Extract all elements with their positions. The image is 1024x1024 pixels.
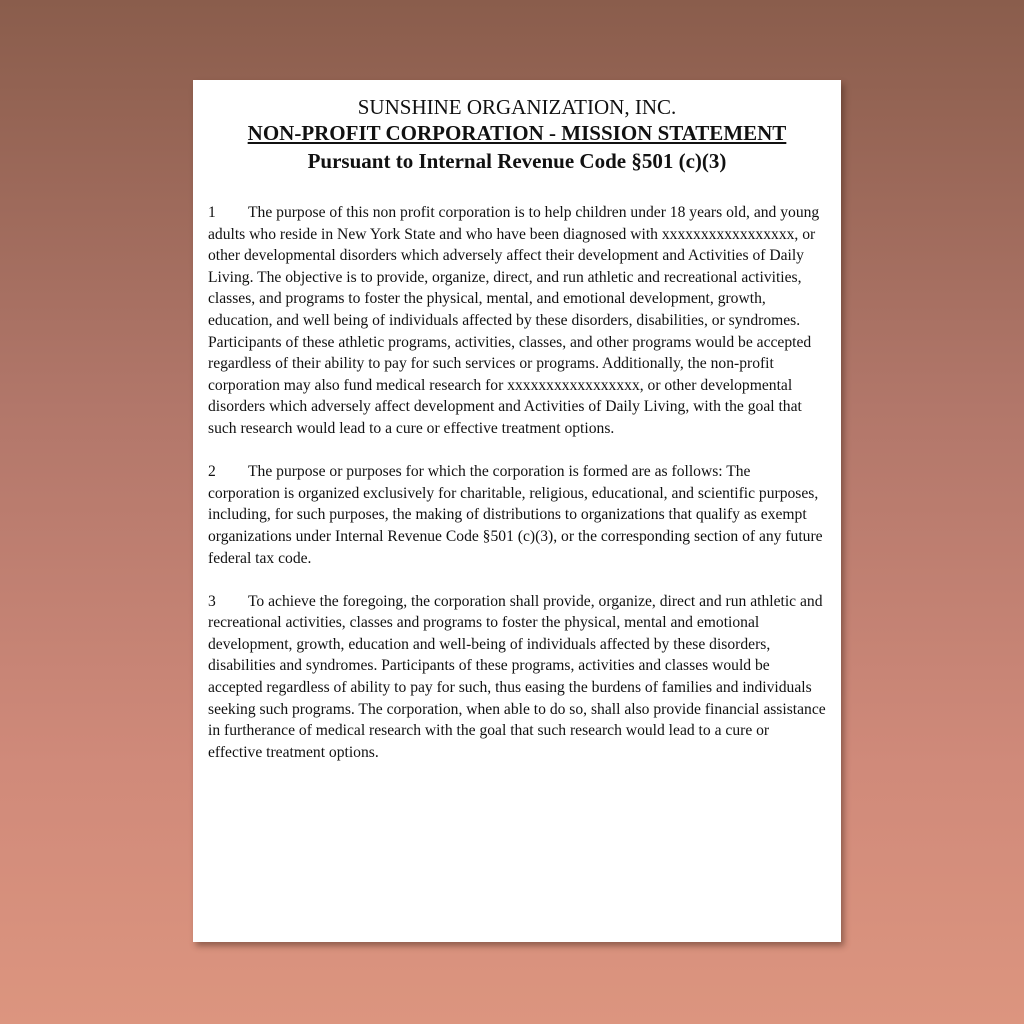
paragraph-number: 1: [208, 204, 216, 221]
paragraph-text: The purpose of this non profit corporation is to help children under 18 years old, and young adults who reside in New York State and who have been diagnosed with xxxxxxxxxxxxxxxxx, or other developmental disorders which adversely affect their development and Activities of Daily Living. The objective is to provide, organize, direct, and run athletic and recreational activities, classes, and programs to foster the physical, mental, and emotional development, growth, education, and well being of individuals affected by these disorders, disabilities, or syndromes. Participants of these athletic programs, activities, classes, and other programs would be accepted regardless of their ability to pay for such services or programs. Additionally, the non-profit corporation may also fund medical research for xxxxxxxxxxxxxxxxx, or other developmental disorders which adversely affect development and Activities of Daily Living, with the goal that such research would lead to a cure or effective treatment options.: [208, 204, 820, 437]
document-subtitle: Pursuant to Internal Revenue Code §501 (c)(3): [307, 149, 727, 173]
paragraph-text: To achieve the foregoing, the corporation shall provide, organize, direct and run athletic and recreational activities, classes and programs to foster the physical, mental and emotional development, growth, education and well-being of individuals affected by these disorders, disabilities and syndromes. Participants of these programs, activities and classes would be accepted regardless of ability to pay for such, thus easing the burdens of families and individuals seeking such programs. The corporation, when able to do so, shall also provide financial assistance in furtherance of medical research with the goal that such research would lead to a cure or effective treatment options.: [208, 592, 826, 761]
organization-name: SUNSHINE ORGANIZATION, INC.: [357, 95, 677, 119]
document-page: [193, 80, 841, 942]
document-title: NON-PROFIT CORPORATION - MISSION STATEMENT: [247, 121, 787, 145]
paragraph-3: [208, 591, 826, 764]
paragraph-2: [208, 461, 826, 569]
paragraph-number: 3: [208, 592, 216, 610]
paragraph-number: 2: [208, 463, 216, 481]
paragraph-text: The purpose or purposes for which the corporation is formed are as follows: The corporation is organized exclusively for charitable, religious, educational, and scientific purposes, including, for such purposes, the making of distributions to organizations that qualify as exempt organizations under Internal Revenue Code §501 (c)(3), or the corresponding section of any future federal tax code.: [208, 463, 823, 567]
document-body: [208, 202, 826, 763]
paragraph-1: [208, 202, 826, 440]
